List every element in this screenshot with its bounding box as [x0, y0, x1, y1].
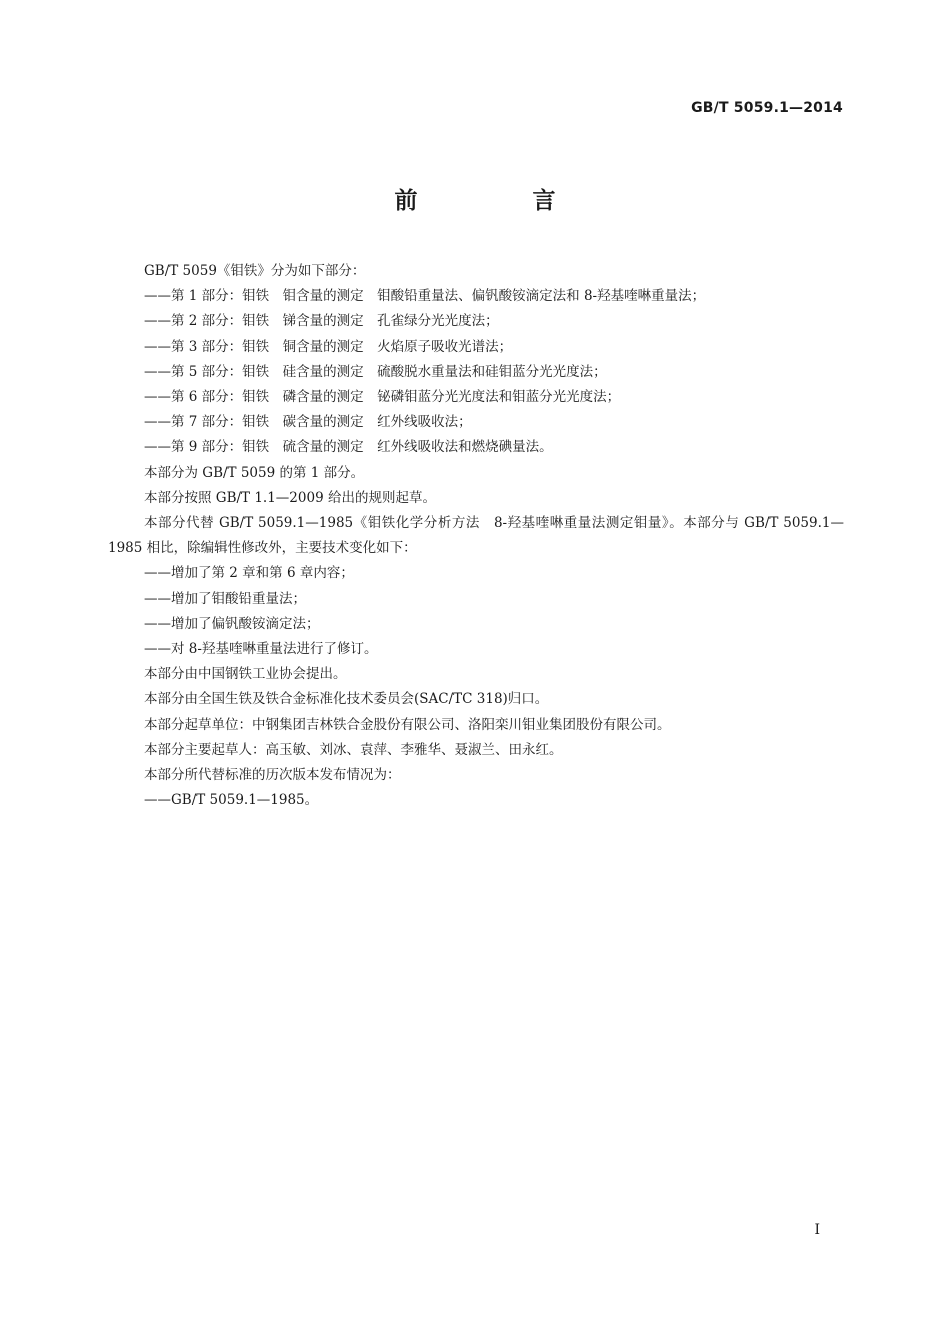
- part-list-item: ——第 7 部分：钼铁 碳含量的测定 红外线吸收法；: [144, 414, 472, 431]
- page-title: 前 言: [394, 188, 602, 214]
- change-list-item: ——增加了第 2 章和第 6 章内容；: [144, 565, 354, 582]
- intro-paragraph: GB/T 5059《钼铁》分为如下部分：: [144, 263, 366, 279]
- replacement-paragraph: 本部分代替 GB/T 5059.1—1985《钼铁化学分析方法 8-羟基喹啉重量法测定钼量》。本部分与 GB/T 5059.1—1985 相比，除编辑性修改外，主要技术变化如下：: [108, 515, 844, 557]
- part-list-item: ——第 9 部分：钼铁 硫含量的测定 红外线吸收法和燃烧碘量法。: [144, 439, 553, 456]
- page-number: I: [814, 1222, 820, 1238]
- part-list-item: ——第 3 部分：钼铁 铜含量的测定 火焰原子吸收光谱法；: [144, 338, 513, 355]
- standard-number: GB/T 5059.1—2014: [691, 100, 843, 116]
- change-list-item: ——增加了偏钒酸铵滴定法；: [144, 615, 320, 632]
- change-list-item: ——对 8-羟基喹啉重量法进行了修订。: [144, 641, 378, 658]
- drafting-units: 本部分起草单位：中钢集团吉林铁合金股份有限公司、洛阳栾川钼业集团股份有限公司。: [144, 716, 671, 733]
- centralized-by: 本部分由全国生铁及铁合金标准化技术委员会(SAC/TC 318)归口。: [144, 691, 549, 708]
- change-list-item: ——增加了钼酸铅重量法；: [144, 590, 306, 607]
- drafters: 本部分主要起草人：高玉敏、刘冰、袁萍、李雅华、聂淑兰、田永红。: [144, 741, 563, 758]
- history-list-item: ——GB/T 5059.1—1985。: [144, 792, 319, 809]
- history-intro: 本部分所代替标准的历次版本发布情况为：: [144, 767, 401, 784]
- foreword-body: [108, 259, 844, 813]
- part-list-item: ——第 5 部分：钼铁 硅含量的测定 硫酸脱水重量法和硅钼蓝分光光度法；: [144, 363, 607, 380]
- proposed-by: 本部分由中国钢铁工业协会提出。: [144, 666, 347, 683]
- part-list-item: ——第 6 部分：钼铁 磷含量的测定 铋磷钼蓝分光光度法和钼蓝分光光度法；: [144, 389, 621, 406]
- part-list-item: ——第 1 部分：钼铁 钼含量的测定 钼酸铅重量法、偏钒酸铵滴定法和 8-羟基喹啉重量法；: [144, 288, 706, 305]
- part-statement: 本部分为 GB/T 5059 的第 1 部分。: [144, 464, 365, 481]
- drafting-rule: 本部分按照 GB/T 1.1—2009 给出的规则起草。: [144, 489, 436, 506]
- part-list-item: ——第 2 部分：钼铁 锑含量的测定 孔雀绿分光光度法；: [144, 313, 499, 330]
